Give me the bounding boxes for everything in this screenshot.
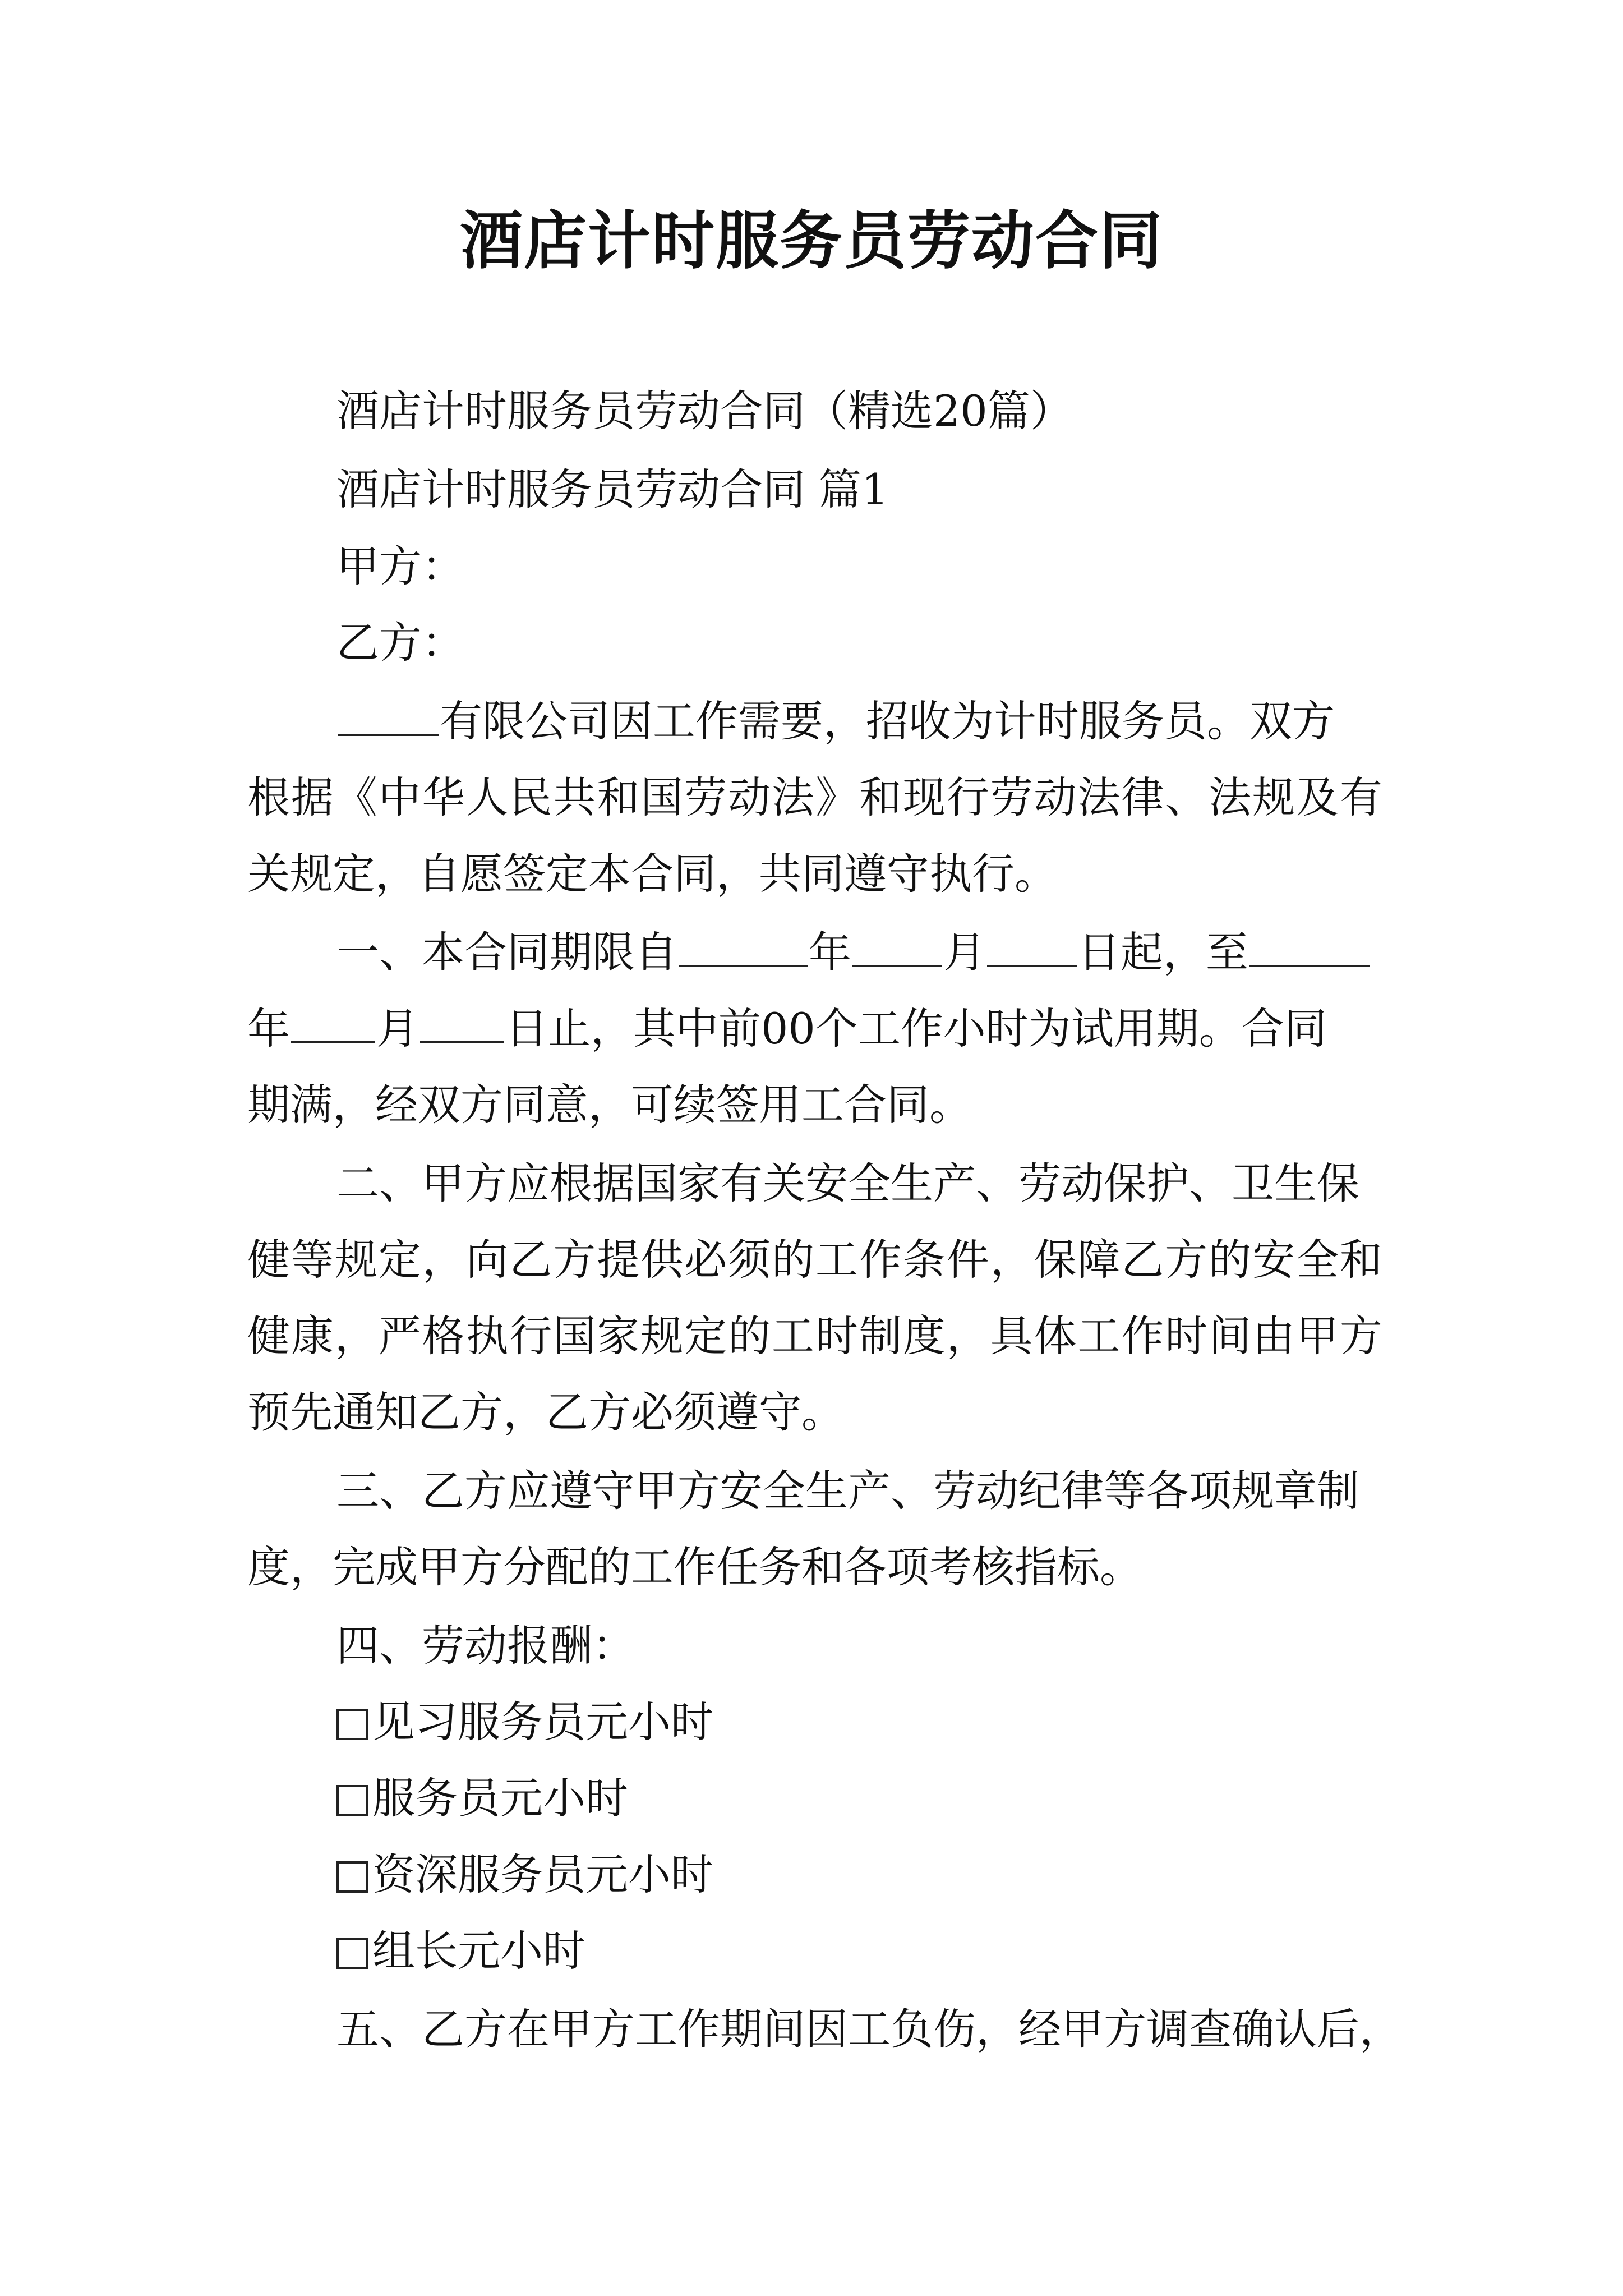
clause-1-line-1: [336, 919, 1371, 986]
start-month-label: 月: [943, 927, 986, 977]
checkbox-icon[interactable]: [336, 1861, 368, 1893]
start-month-blank: [852, 926, 942, 967]
clause-1-start-text: 一、本合同期限自: [336, 927, 677, 977]
document-title: 酒店计时服务员劳动合同: [460, 204, 1163, 278]
clause-3-line-2: 度，完成甲方分配的工作任务和各项考核指标。: [247, 1542, 1142, 1592]
clause-1-line-2-text: 日止，其中前00个工作小时为试用期。合同: [505, 1004, 1327, 1053]
start-day-blank: [987, 926, 1077, 967]
party-a-label: 甲方：: [336, 541, 464, 591]
start-day-label: 日起，至: [1078, 927, 1248, 977]
checkbox-icon[interactable]: [336, 1709, 368, 1740]
section-heading: 酒店计时服务员劳动合同 篇1: [336, 464, 889, 514]
clause-2-line-3: 健康，严格执行国家规定的工时制度，具体工作时间由甲方: [247, 1311, 1382, 1361]
pay-option-2[interactable]: [336, 1765, 628, 1832]
start-year-blank: [679, 926, 808, 967]
pay-option-1-label: 见习服务员元小时: [372, 1697, 713, 1747]
pay-option-4[interactable]: [336, 1917, 585, 1985]
company-name-blank: [338, 694, 439, 736]
clause-2-line-2: 健等规定，向乙方提供必须的工作条件，保障乙方的安全和: [247, 1235, 1382, 1285]
end-day-blank: [420, 1002, 504, 1043]
clause-1-line-2: [247, 995, 1327, 1062]
pay-option-3[interactable]: [336, 1841, 713, 1908]
checkbox-icon[interactable]: [336, 1938, 368, 1969]
intro-line-1-text: 有限公司因工作需要，招收为计时服务员。双方: [440, 696, 1335, 746]
pay-option-4-label: 组长元小时: [372, 1926, 585, 1976]
intro-line-1: [336, 688, 1335, 755]
end-month-blank: [291, 1002, 375, 1043]
end-year-label: 年: [247, 1004, 290, 1053]
checkbox-icon[interactable]: [336, 1785, 368, 1816]
clause-1-line-3: 期满，经双方同意，可续签用工合同。: [247, 1080, 972, 1130]
start-year-label: 年: [809, 927, 851, 977]
pay-option-1[interactable]: [336, 1688, 713, 1756]
pay-option-3-label: 资深服务员元小时: [372, 1849, 713, 1899]
end-month-label: 月: [376, 1004, 419, 1053]
intro-line-3: 关规定，自愿签定本合同，共同遵守执行。: [247, 849, 1057, 899]
clause-5-line-1: 五、乙方在甲方工作期间因工负伤，经甲方调查确认后，: [336, 2004, 1402, 2054]
intro-line-2: 根据《中华人民共和国劳动法》和现行劳动法律、法规及有: [247, 772, 1382, 822]
clause-4-heading: 四、劳动报酬：: [336, 1621, 635, 1671]
party-b-label: 乙方：: [336, 618, 464, 668]
clause-3-line-1: 三、乙方应遵守甲方安全生产、劳动纪律等各项规章制: [336, 1466, 1359, 1516]
end-year-blank-part: [1249, 926, 1370, 967]
pay-option-2-label: 服务员元小时: [372, 1773, 628, 1823]
clause-2-line-1: 二、甲方应根据国家有关安全生产、劳动保护、卫生保: [336, 1158, 1359, 1208]
clause-2-line-4: 预先通知乙方，乙方必须遵守。: [247, 1387, 844, 1437]
document-subtitle: 酒店计时服务员劳动合同（精选20篇）: [336, 386, 1073, 436]
